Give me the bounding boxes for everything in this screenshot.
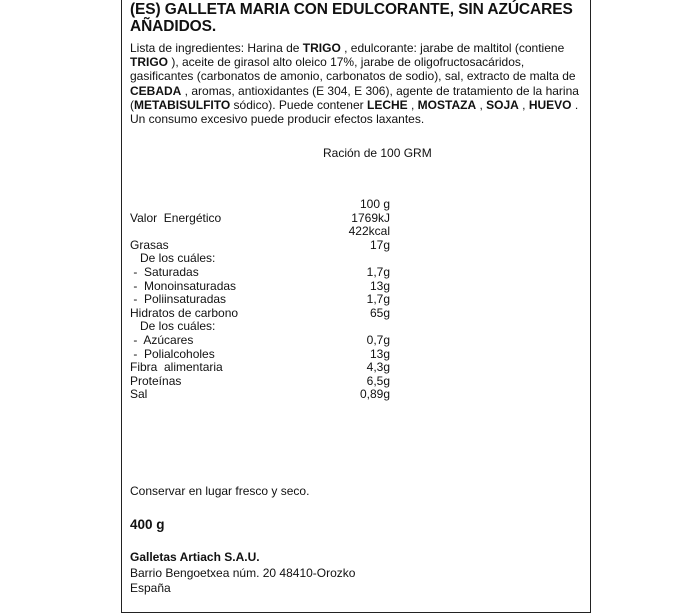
company-name: Galletas Artiach S.A.U. [130, 550, 260, 564]
nutrient-name: - Monoinsaturadas [130, 278, 237, 293]
allergen-text: SOJA [486, 97, 519, 112]
ingredients-text [130, 41, 585, 126]
allergen-text: MOSTAZA [417, 97, 477, 112]
nutrition-row [130, 334, 390, 348]
allergen-text: TRIGO [302, 41, 341, 55]
nutrient-name: Valor Energético [130, 210, 222, 225]
net-weight: 400 g [130, 517, 165, 532]
nutrient-value: 0,7g [366, 333, 390, 347]
ingredient-text: , aromas, antioxidantes (E 304, E 306), agente de tratamiento de la harina ( [130, 83, 579, 112]
ingredient-text: , [518, 97, 529, 112]
nutrition-row [130, 266, 390, 280]
ingredient-text: Lista de ingredientes: Harina de [130, 41, 303, 55]
nutrient-name: Hidratos de carbono [130, 305, 239, 320]
storage-instructions: Conservar en lugar fresco y seco. [130, 484, 310, 498]
ingredient-text: , [476, 97, 487, 112]
allergen-text: HUEVO [528, 97, 572, 112]
address-country: España [130, 580, 171, 595]
nutrient-name: Fibra alimentaria [130, 360, 223, 375]
ingredient-text: , [407, 97, 418, 112]
nutrition-row [130, 198, 390, 212]
allergen-text: TRIGO [130, 55, 168, 70]
ingredient-text: . Un consumo excesivo puede producir efectos laxantes. [130, 97, 579, 127]
nutrient-name: - Saturadas [130, 265, 199, 279]
nutrient-name: - Polialcoholes [130, 346, 215, 361]
ingredient-text: sódico). Puede contener [230, 97, 367, 112]
nutrient-name: De los cuáles: [130, 251, 216, 266]
nutrient-value: 422kcal [348, 224, 390, 239]
nutrition-row [130, 225, 390, 239]
nutrient-value: 1,7g [366, 292, 390, 307]
nutrition-row [130, 375, 390, 389]
nutrient-value: 6,5g [366, 373, 390, 388]
allergen-text: CEBADA [130, 83, 182, 98]
nutrient-value: 100 g [359, 197, 390, 211]
nutrient-name: Sal [130, 387, 148, 402]
ingredient-text: ), aceite de girasol alto oleico 17%, jarabe de oligofructosacáridos, gasificantes (carbonatos de amonio, carbonatos de sodio), sal, extracto de malta de [130, 55, 576, 84]
nutrient-value: 1769kJ [351, 210, 390, 225]
nutrient-name: - Poliinsaturadas [130, 292, 227, 307]
nutrient-name: Proteínas [130, 373, 182, 388]
company-address [130, 566, 355, 595]
nutrient-value: 4,3g [366, 360, 390, 375]
allergen-text: LECHE [366, 97, 408, 112]
nutrient-value: 17g [369, 237, 390, 252]
nutrient-name: Grasas [130, 237, 169, 252]
product-title: (ES) GALLETA MARIA CON EDULCORANTE, SIN AZÚCARES AÑADIDOS. [130, 1, 573, 35]
nutrient-value: 0,89g [359, 387, 390, 402]
nutrition-row [130, 388, 390, 402]
nutrient-name: - Azúcares [130, 333, 194, 347]
allergen-text: METABISULFITO [134, 97, 231, 112]
nutrient-value: 65g [369, 305, 390, 320]
nutrient-value: 13g [369, 346, 390, 361]
nutrient-name: De los cuáles: [130, 319, 216, 334]
ingredient-text: , edulcorante: jarabe de maltitol (contiene [340, 41, 565, 55]
nutrient-value: 1,7g [366, 265, 390, 279]
portion-label: Ración de 100 GRM [323, 146, 432, 160]
address-line: Barrio Bengoetxea núm. 20 48410-Orozko [130, 566, 356, 580]
nutrient-value: 13g [369, 278, 390, 293]
